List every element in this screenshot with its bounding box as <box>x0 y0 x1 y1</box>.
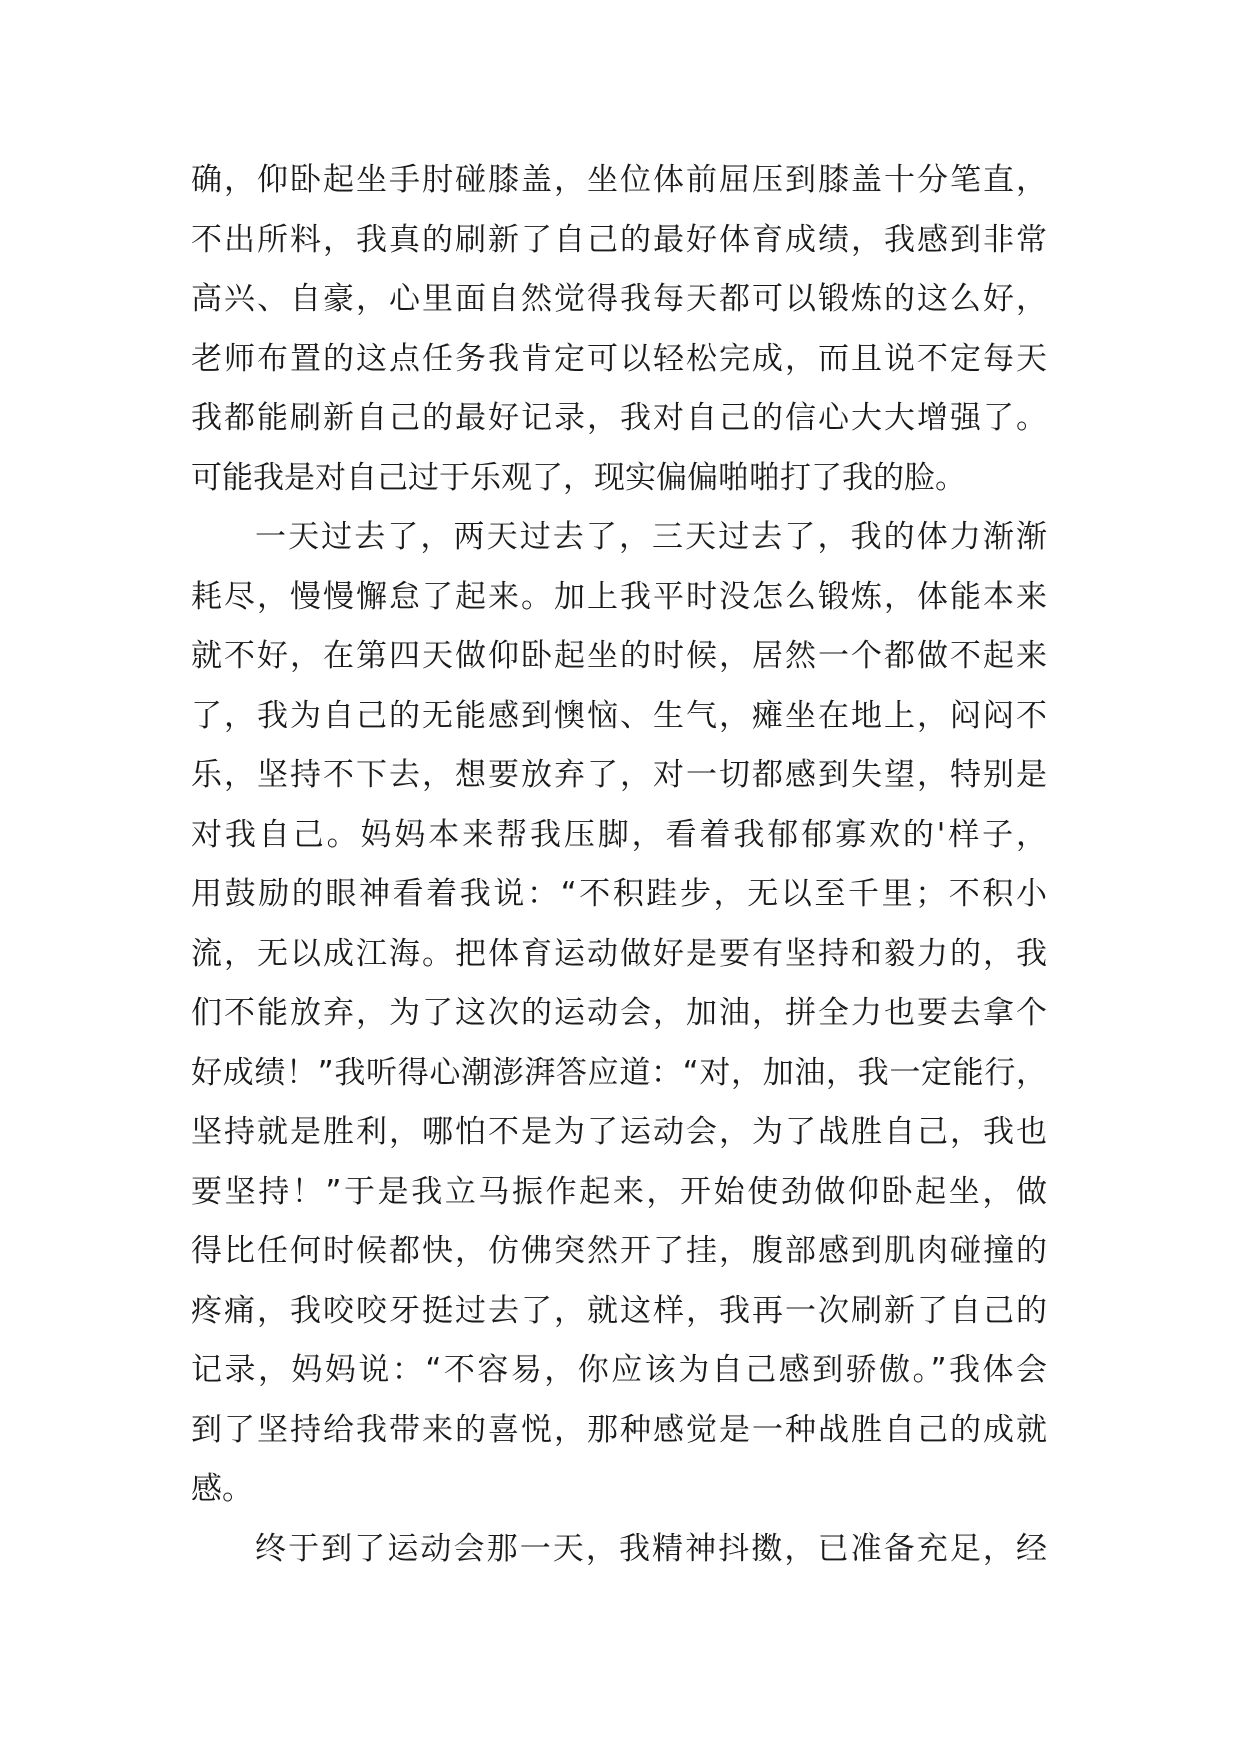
text-line: 感。 <box>191 1471 253 1507</box>
text-line: 不出所料，我真的刷新了自己的最好体育成绩，我感到非常 <box>191 221 1047 258</box>
text-line: 坚持就是胜利，哪怕不是为了运动会，为了战胜自己，我也 <box>191 1114 1047 1150</box>
text-line: 们不能放弃，为了这次的运动会，加油，拼全力也要去拿个 <box>191 995 1047 1031</box>
text-line: 对我自己。妈妈本来帮我压脚，看着我郁郁寡欢的'样子， <box>191 816 1047 853</box>
text-line: 记录，妈妈说：“不容易，你应该为自己感到骄傲。”我体会 <box>191 1352 1047 1388</box>
text-line: 老师布置的这点任务我肯定可以轻松完成，而且说不定每天 <box>191 340 1047 377</box>
text-line: 到了坚持给我带来的喜悦，那种感觉是一种战胜自己的成就 <box>191 1411 1047 1448</box>
text-line: 就不好，在第四天做仰卧起坐的时候，居然一个都做不起来 <box>191 638 1047 674</box>
text-line: 高兴、自豪，心里面自然觉得我每天都可以锻炼的这么好， <box>191 281 1047 317</box>
paragraph-start-line: 一天过去了，两天过去了，三天过去了，我的体力渐渐 <box>255 519 1047 555</box>
text-line: 我都能刷新自己的最好记录，我对自己的信心大大增强了。 <box>191 400 1047 436</box>
text-line: 耗尽，慢慢懈怠了起来。加上我平时没怎么锻炼，体能本来 <box>191 578 1047 615</box>
paragraph-start-line: 终于到了运动会那一天，我精神抖擞，已准备充足，经 <box>255 1530 1047 1567</box>
text-line: 确，仰卧起坐手肘碰膝盖，坐位体前屈压到膝盖十分笔直， <box>191 162 1047 198</box>
text-line: 乐，坚持不下去，想要放弃了，对一切都感到失望，特别是 <box>191 757 1047 793</box>
essay-body <box>191 161 1047 1589</box>
text-line: 可能我是对自己过于乐观了，现实偏偏啪啪打了我的脸。 <box>191 459 966 496</box>
text-line: 了，我为自己的无能感到懊恼、生气，瘫坐在地上，闷闷不 <box>191 697 1047 734</box>
text-line: 要坚持！”于是我立马振作起来，开始使劲做仰卧起坐，做 <box>191 1173 1047 1210</box>
text-line: 好成绩！”我听得心潮澎湃答应道：“对，加油，我一定能行， <box>191 1054 1047 1091</box>
text-line: 用鼓励的眼神看着我说：“不积跬步，无以至千里；不积小 <box>191 876 1047 912</box>
text-line: 疼痛，我咬咬牙挺过去了，就这样，我再一次刷新了自己的 <box>191 1292 1047 1329</box>
text-line: 得比任何时候都快，仿佛突然开了挂，腹部感到肌肉碰撞的 <box>191 1233 1047 1269</box>
text-line: 流，无以成江海。把体育运动做好是要有坚持和毅力的，我 <box>191 935 1047 972</box>
